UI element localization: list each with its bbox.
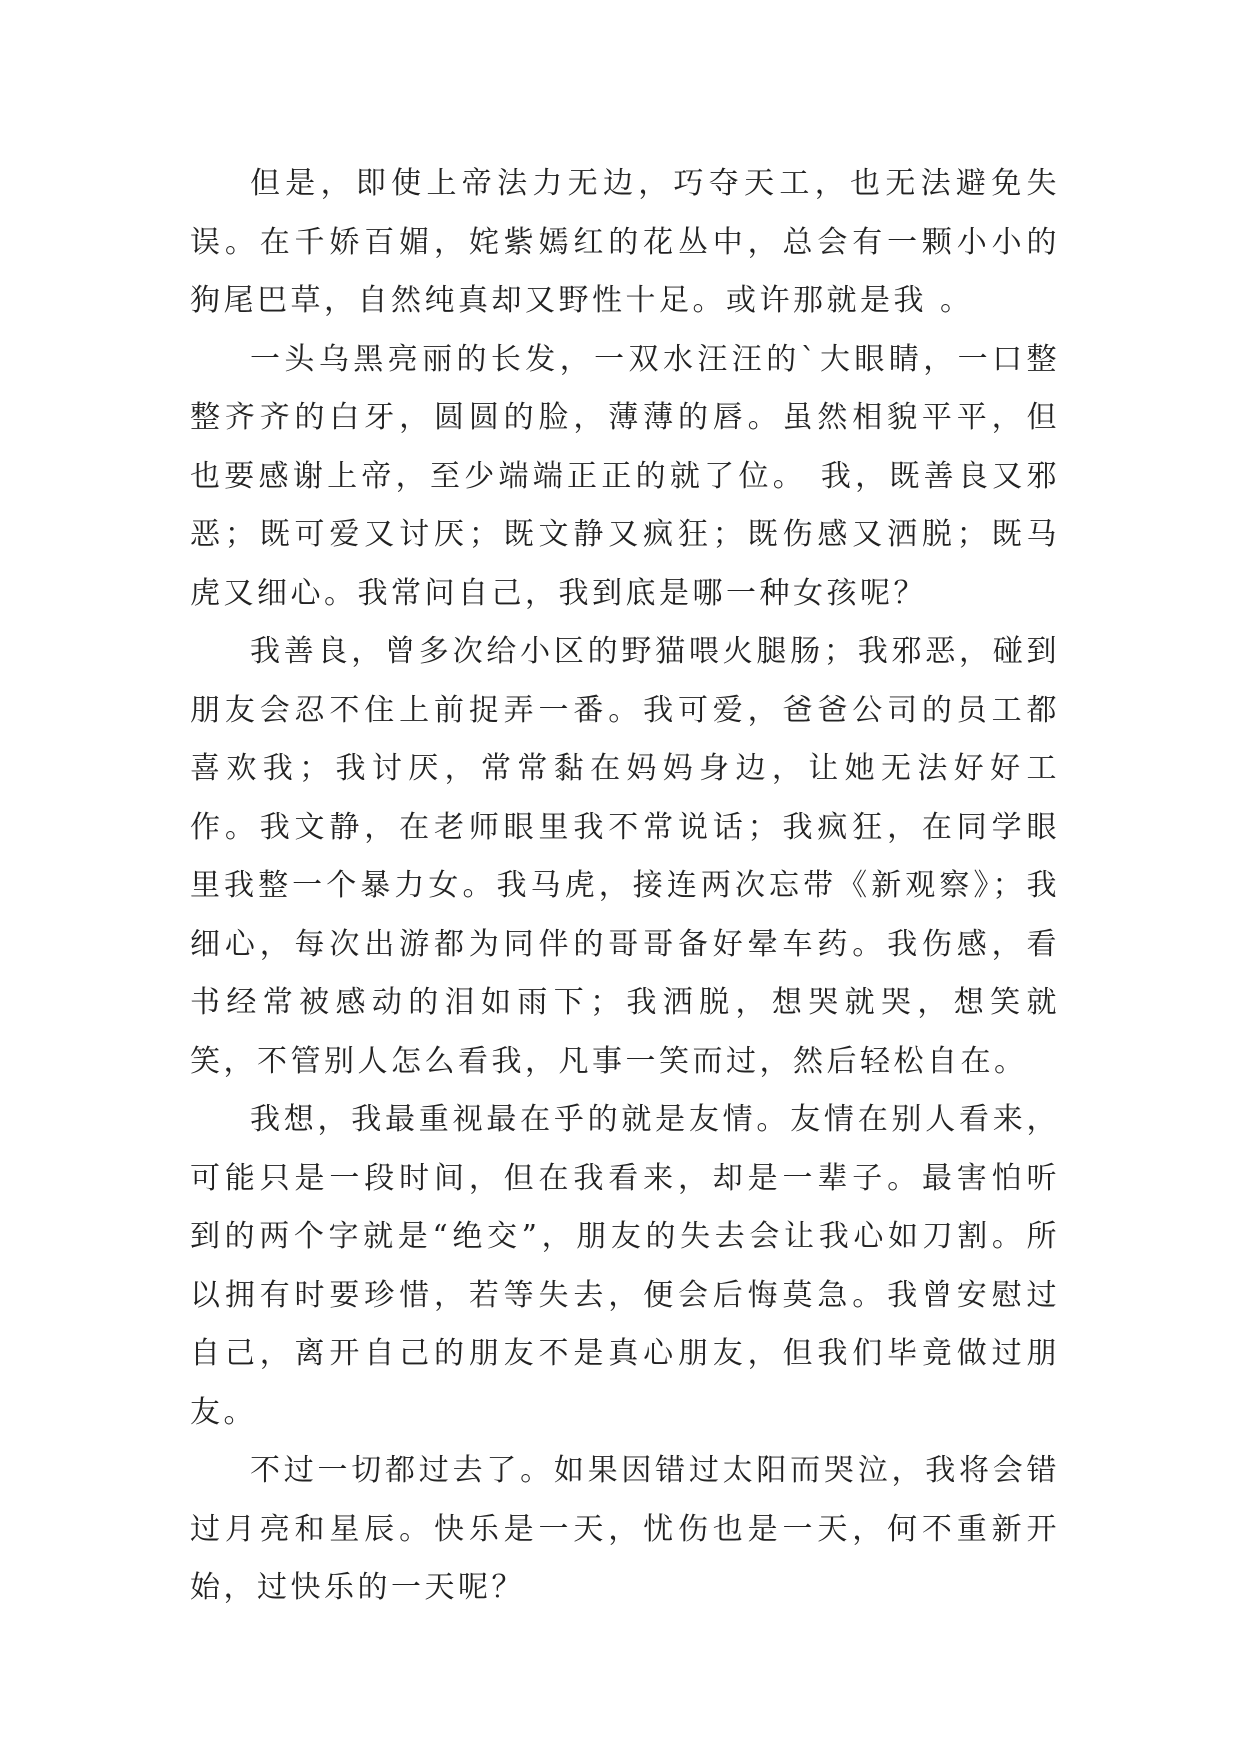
paragraph-1: 但是，即使上帝法力无边，巧夺天工，也无法避免失误。在千娇百媚，姹紫嫣红的花丛中，总会有一颗小小的狗尾巴草，自然纯真却又野性十足。或许那就是我 。 xyxy=(190,166,1060,318)
paragraph-3: 我善良，曾多次给小区的野猫喂火腿肠；我邪恶，碰到朋友会忍不住上前捉弄一番。我可爱，爸爸公司的员工都喜欢我；我讨厌，常常黏在妈妈身边，让她无法好好工作。我文静，在老师眼里我不常说话；我疯狂，在同学眼里我整一个暴力女。我马虎，接连两次忘带《新观察》；我细心，每次出游都为同伴的哥哥备好晕车药。我伤感，看书经常被感动的泪如雨下；我洒脱，想哭就哭，想笑就笑，不管别人怎么看我，凡事一笑而过，然后轻松自在。 xyxy=(190,634,1060,1079)
essay-body xyxy=(190,155,1060,1618)
paragraph-2: 一头乌黑亮丽的长发，一双水汪汪的`大眼睛，一口整整齐齐的白牙，圆圆的脸，薄薄的唇。虽然相貌平平，但也要感谢上帝，至少端端正正的就了位。 我，既善良又邪恶；既可爱又讨厌；既文静又疯狂；既伤感又洒脱；既马虎又细心。我常问自己，我到底是哪一种女孩呢？ xyxy=(190,341,1060,611)
paragraph-5: 不过一切都过去了。如果因错过太阳而哭泣，我将会错过月亮和星辰。快乐是一天，忧伤也是一天，何不重新开始，过快乐的一天呢？ xyxy=(190,1453,1060,1605)
paragraph-4: 我想，我最重视最在乎的就是友情。友情在别人看来，可能只是一段时间，但在我看来，却是一辈子。最害怕听到的两个字就是“绝交”，朋友的失去会让我心如刀割。所以拥有时要珍惜，若等失去，便会后悔莫急。我曾安慰过自己，离开自己的朋友不是真心朋友，但我们毕竟做过朋友。 xyxy=(190,1102,1060,1430)
